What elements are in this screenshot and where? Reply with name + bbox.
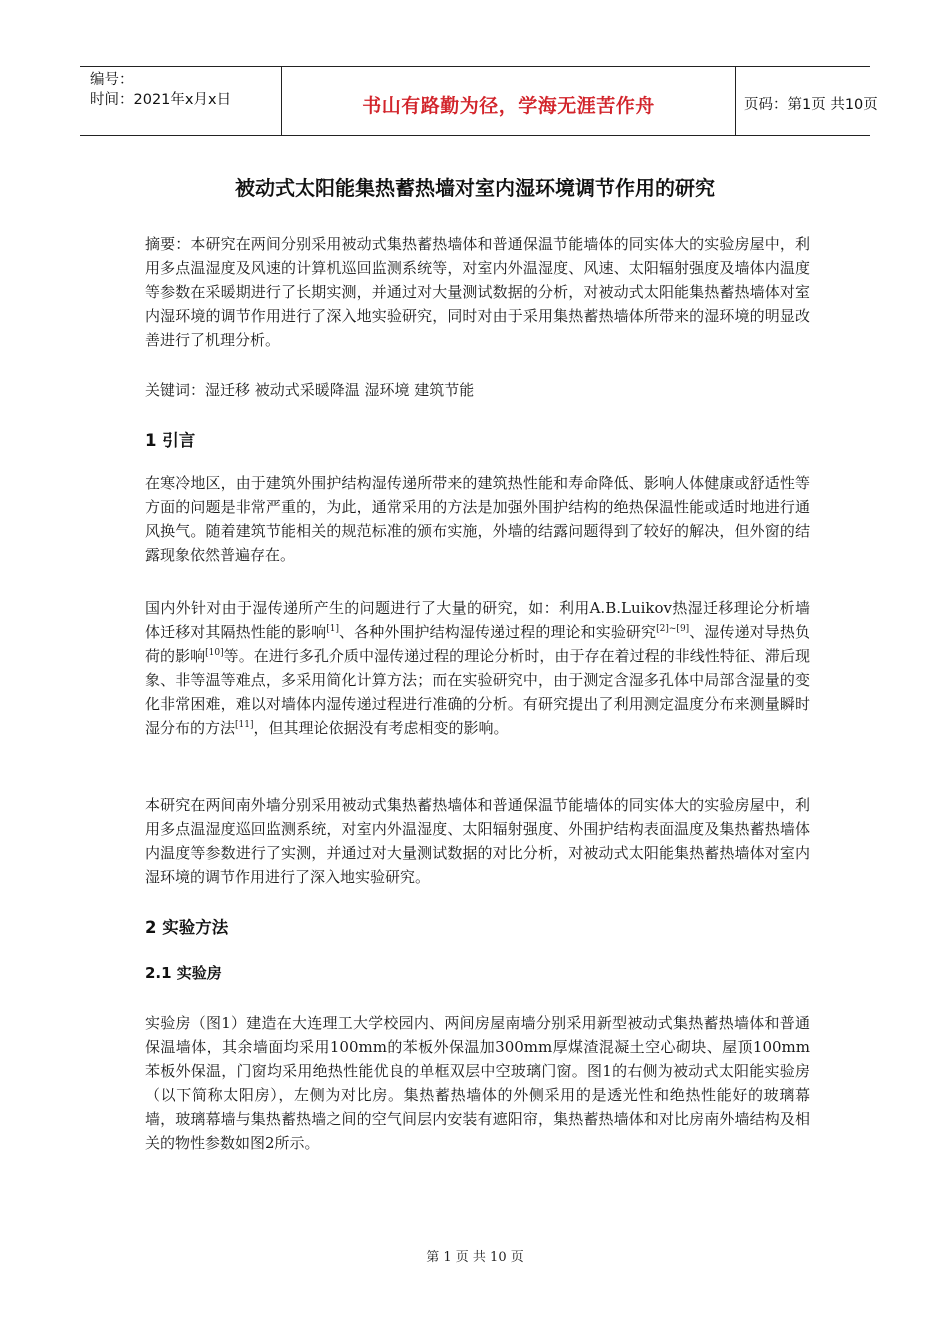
section-1-paragraph-2: 国内外针对由于湿传递所产生的问题进行了大量的研究，如：利用A.B.Luikov热湿迁移理论分析墙体迁移对其隔热性能的影响[1]、各种外围护结构湿传递过程的理论和实验研究[2]~[9]、湿传递对导热负荷的影响[10]等。在进行多孔介质中湿传递过程的理论分析时，由于存在着过程的非线性特征、滞后现象、非等温等难点，多采用简化计算方法；而在实验研究中，由于测定含湿多孔体中局部含湿量的变化非常困难，难以对墙体内湿传递过程进行准确的分析。有研究提出了利用测定温度分布来测量瞬时湿分布的方法[11]，但其理论依据没有考虑相变的影响。 bbox=[145, 599, 810, 737]
section-2-1-paragraph: 实验房（图1）建造在大连理工大学校园内、两间房屋南墙分别采用新型被动式集热蓄热墙体和普通保温墙体，其余墙面均采用100mm的苯板外保温加300mm厚煤渣混凝土空心砌块、屋顶100mm苯板外保温，门窗均采用绝热性能优良的单框双层中空玻璃门窗。图1的右侧为被动式太阳能实验房（以下简称太阳房），左侧为对比房。集热蓄热墙体的外侧采用的是透光性和绝热性能好的玻璃幕墙，玻璃幕墙与集热蓄热墙之间的空气间层内安装有遮阳帘，集热蓄热墙体和对比房南外墙结构及相关的物性参数如图2所示。 bbox=[145, 1014, 810, 1152]
header-meta-cell bbox=[80, 67, 281, 135]
citation-10: [10] bbox=[205, 648, 224, 658]
page-info: 页码：第1页 共10页 bbox=[744, 97, 878, 113]
section-1-heading: 1 引言 bbox=[145, 431, 196, 450]
document-title: 被动式太阳能集热蓄热墙对室内湿环境调节作用的研究 bbox=[235, 176, 715, 200]
section-2-1-heading: 2.1 实验房 bbox=[145, 964, 222, 982]
citation-1: [1] bbox=[326, 624, 339, 634]
header-motto-cell bbox=[281, 67, 736, 135]
time-label: 时间：2021年x月x日 bbox=[90, 92, 232, 108]
motto: 书山有路勤为径，学海无涯苦作舟 bbox=[362, 95, 655, 117]
section-1-paragraph-3: 本研究在两间南外墙分别采用被动式集热蓄热墙体和普通保温节能墙体的同实体大的实验房屋中，利用多点温湿度巡回监测系统，对室内外温湿度、太阳辐射强度、外围护结构表面温度及集热蓄热墙体内温度等参数进行了实测，并通过对大量测试数据的对比分析，对被动式太阳能集热蓄热墙体对室内湿环境的调节作用进行了深入地实验研究。 bbox=[145, 796, 810, 886]
abstract-paragraph: 摘要：本研究在两间分别采用被动式集热蓄热墙体和普通保温节能墙体的同实体大的实验房屋中，利用多点温湿度及风速的计算机巡回监测系统等，对室内外温湿度、风速、太阳辐射强度及墙体内温度等参数在采暖期进行了长期实测，并通过对大量测试数据的分析，对被动式太阳能集热蓄热墙体对室内湿环境的调节作用进行了深入地实验研究，同时对由于采用集热蓄热墙体所带来的湿环境的明显改善进行了机理分析。 bbox=[145, 235, 810, 349]
citation-2-9: [2]~[9] bbox=[656, 624, 690, 634]
citation-11: [11] bbox=[235, 720, 254, 730]
section-2-heading: 2 实验方法 bbox=[145, 918, 229, 937]
header-page-cell bbox=[736, 67, 878, 135]
section-1-paragraph-1: 在寒冷地区，由于建筑外围护结构湿传递所带来的建筑热性能和寿命降低、影响人体健康或舒适性等方面的问题是非常严重的，为此，通常采用的方法是加强外围护结构的绝热保温性能或适时地进行通风换气。随着建筑节能相关的规范标准的颁布实施，外墙的结露问题得到了较好的解决，但外窗的结露现象依然普遍存在。 bbox=[145, 474, 810, 564]
keywords: 关键词：湿迁移 被动式采暖降温 湿环境 建筑节能 bbox=[145, 381, 475, 399]
header-table bbox=[80, 66, 878, 136]
number-label: 编号： bbox=[90, 72, 134, 88]
page-footer: 第 1 页 共 10 页 bbox=[426, 1250, 524, 1265]
